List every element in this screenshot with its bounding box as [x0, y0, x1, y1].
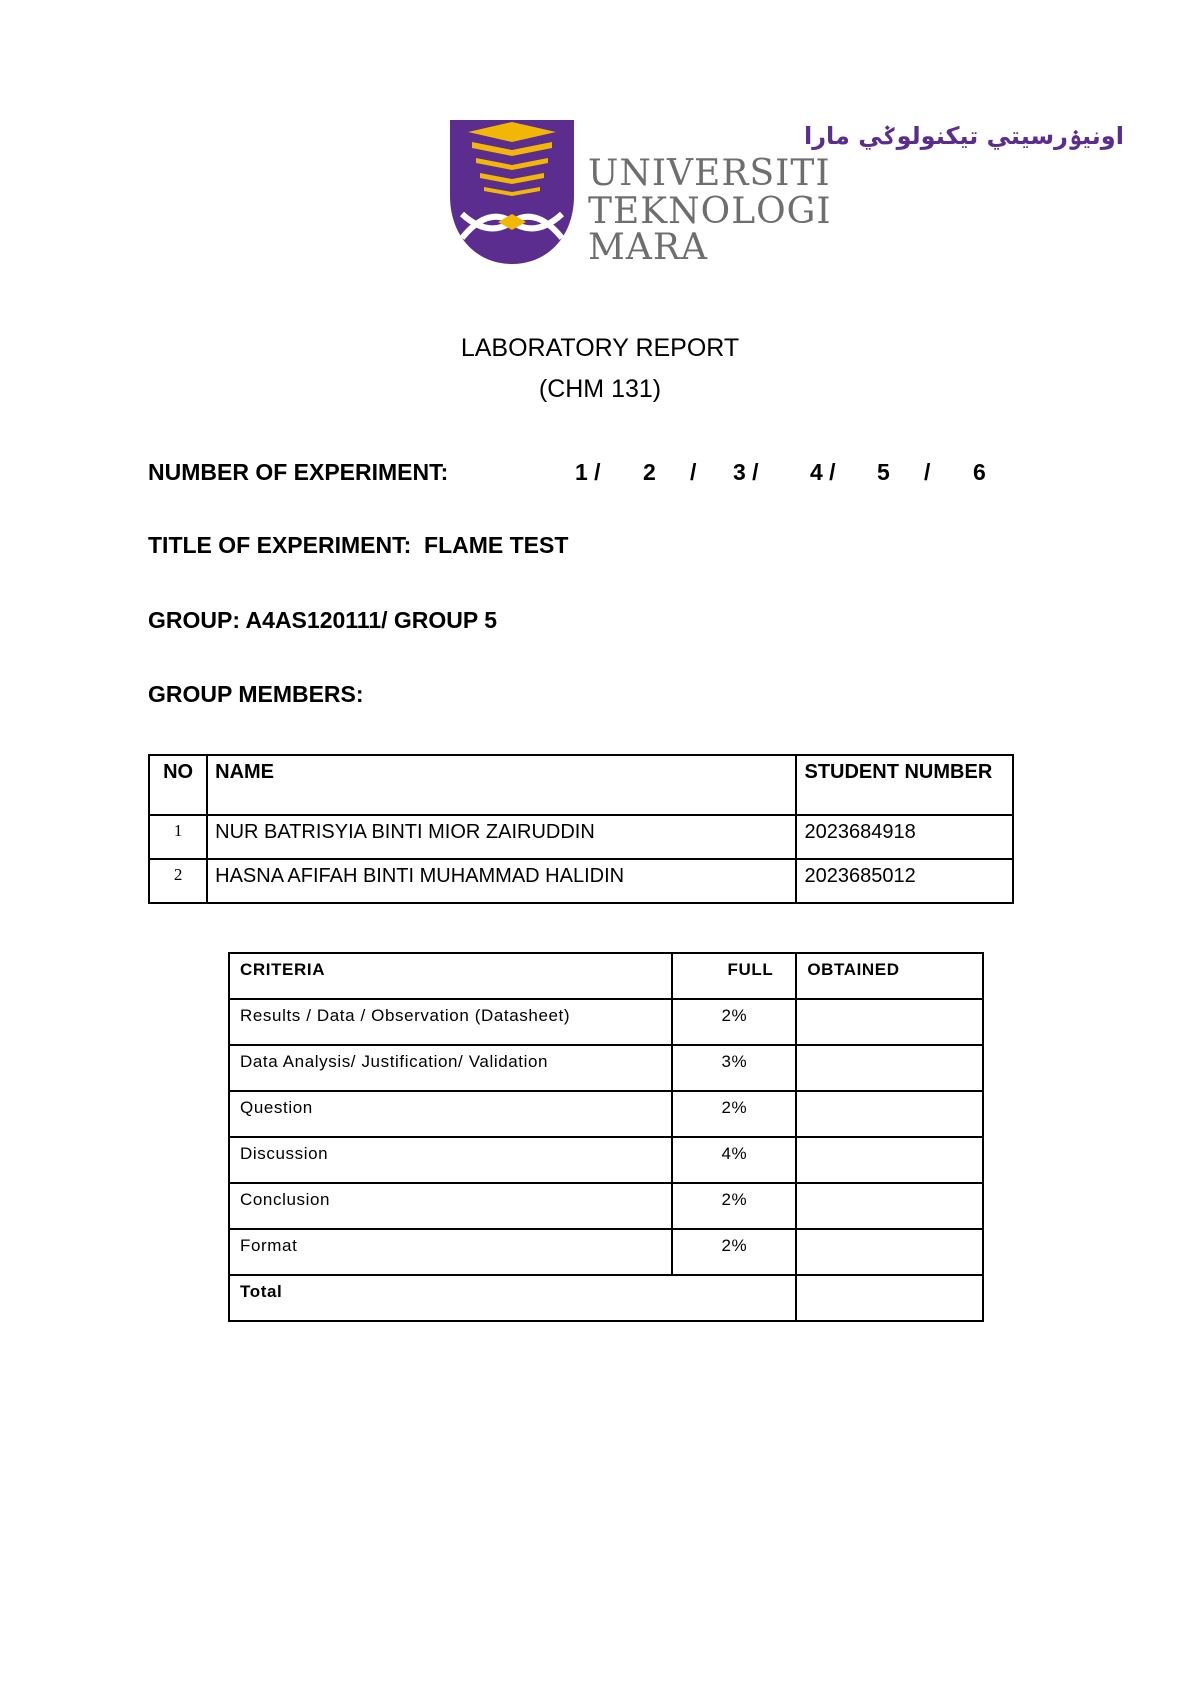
member-no: 2	[149, 859, 207, 903]
criteria-obtained-cell[interactable]	[796, 999, 983, 1045]
criteria-full-mark: 3%	[672, 1045, 796, 1091]
table-row	[149, 859, 1013, 903]
logo-line-universiti: UNIVERSITI	[588, 153, 831, 194]
experiment-title-row	[148, 532, 568, 559]
criteria-name: Data Analysis/ Justification/ Validation	[229, 1045, 672, 1091]
header-name: NAME	[207, 755, 796, 815]
criteria-name: Conclusion	[229, 1183, 672, 1229]
jawi-text-graphic	[588, 118, 1124, 152]
total-row	[229, 1275, 983, 1321]
header-obtained: OBTAINED	[796, 953, 983, 999]
experiment-option: 6	[973, 459, 986, 485]
member-student-number: 2023684918	[796, 815, 1013, 859]
criteria-obtained-cell[interactable]	[796, 1183, 983, 1229]
criteria-obtained-cell[interactable]	[796, 1045, 983, 1091]
logo-line-teknologi: TEKNOLOGI	[588, 191, 832, 232]
member-no: 1	[149, 815, 207, 859]
table-row	[229, 999, 983, 1045]
uitm-crest-icon	[448, 118, 578, 266]
table-header-row	[229, 953, 983, 999]
criteria-full-mark: 2%	[672, 999, 796, 1045]
table-row	[229, 1137, 983, 1183]
criteria-full-mark: 2%	[672, 1091, 796, 1137]
experiment-option: /	[924, 459, 931, 485]
header-criteria: CRITERIA	[229, 953, 672, 999]
criteria-obtained-cell[interactable]	[796, 1137, 983, 1183]
table-row	[229, 1229, 983, 1275]
criteria-obtained-cell[interactable]	[796, 1091, 983, 1137]
report-title: LABORATORY REPORT	[460, 334, 740, 362]
experiment-option: 2	[643, 459, 656, 485]
group-label: GROUP:	[148, 607, 240, 633]
criteria-full-mark: 2%	[672, 1229, 796, 1275]
experiment-option: 5	[877, 459, 890, 485]
logo-line-mara: MARA	[588, 227, 708, 268]
experiment-option: 3 /	[733, 459, 759, 485]
group-value: A4AS120111/ GROUP 5	[245, 607, 497, 633]
experiment-option: 4 /	[810, 459, 836, 485]
total-obtained-cell[interactable]	[796, 1275, 983, 1321]
table-row	[229, 1091, 983, 1137]
criteria-full-mark: 4%	[672, 1137, 796, 1183]
experiment-title-value: FLAME TEST	[424, 532, 569, 558]
header-student-number: STUDENT NUMBER	[796, 755, 1013, 815]
criteria-table	[228, 952, 984, 1322]
university-logo	[448, 118, 1124, 268]
member-name: NUR BATRISYIA BINTI MIOR ZAIRUDDIN	[207, 815, 796, 859]
table-row	[149, 815, 1013, 859]
criteria-name: Discussion	[229, 1137, 672, 1183]
criteria-name: Question	[229, 1091, 672, 1137]
table-row	[229, 1045, 983, 1091]
total-label: Total	[229, 1275, 796, 1321]
criteria-obtained-cell[interactable]	[796, 1229, 983, 1275]
course-code: (CHM 131)	[538, 375, 662, 403]
experiment-option: 1 /	[575, 459, 601, 485]
table-header-row	[149, 755, 1013, 815]
criteria-full-mark: 2%	[672, 1183, 796, 1229]
criteria-name: Results / Data / Observation (Datasheet)	[229, 999, 672, 1045]
experiment-title-label: TITLE OF EXPERIMENT:	[148, 532, 412, 558]
header-no: NO	[149, 755, 207, 815]
group-row	[148, 607, 497, 634]
criteria-name: Format	[229, 1229, 672, 1275]
header-full: FULL	[672, 953, 796, 999]
members-table	[148, 754, 1014, 904]
member-student-number: 2023685012	[796, 859, 1013, 903]
experiment-option: /	[690, 459, 697, 485]
svg-text:اونيۏرسيتي تيكنولوݢي مارا: اونيۏرسيتي تيكنولوݢي مارا	[804, 122, 1124, 150]
experiment-number-label: NUMBER OF EXPERIMENT:	[148, 459, 449, 485]
member-name: HASNA AFIFAH BINTI MUHAMMAD HALIDIN	[207, 859, 796, 903]
group-members-label: GROUP MEMBERS:	[148, 681, 364, 707]
table-row	[229, 1183, 983, 1229]
